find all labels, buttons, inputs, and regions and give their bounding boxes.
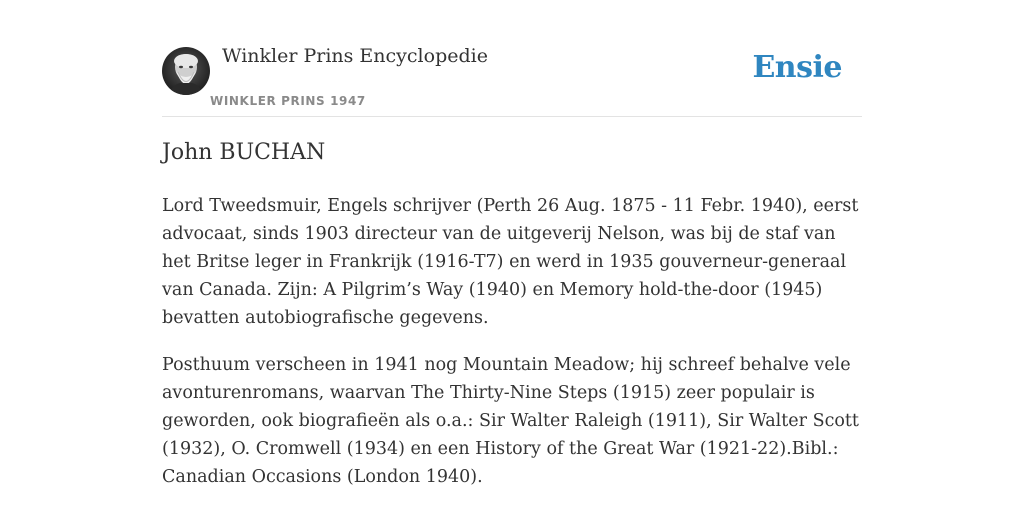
edition-label[interactable]: WINKLER PRINS 1947 <box>210 94 366 108</box>
article-paragraph: Lord Tweedsmuir, Engels schrijver (Perth 26 Aug. 1875 - 11 Febr. 1940), eerst advocaat, sinds 1903 directeur van de uitgeverij Nelson, was bij de staf van het Britse leger in Frankrijk (1916-T7) en werd in 1935 gouverneur-generaal van Canada. Zijn: A Pilgrim’s Way (1940) en Memory hold-the-door (1945) bevatten autobiografische gegevens. <box>162 196 859 328</box>
bearded-man-portrait-icon <box>162 47 210 95</box>
avatar[interactable] <box>162 47 210 95</box>
article-paragraph: Posthuum verscheen in 1941 nog Mountain Meadow; hij schreef behalve vele avonturenromans, waarvan The Thirty-Nine Steps (1915) zeer populair is geworden, ook biografieën als o.a.: Sir Walter Raleigh (1911), Sir Walter Scott (1932), O. Cromwell (1934) en een History of the Great War (1921-22).Bibl.: Canadian Occasions (London 1940). <box>162 355 859 487</box>
source-title[interactable]: Winkler Prins Encyclopedie <box>222 45 488 67</box>
brand-logo[interactable]: Ensie <box>752 50 842 85</box>
article-page <box>162 0 862 512</box>
source-header <box>162 0 862 117</box>
article-title: John BUCHAN <box>162 140 326 165</box>
